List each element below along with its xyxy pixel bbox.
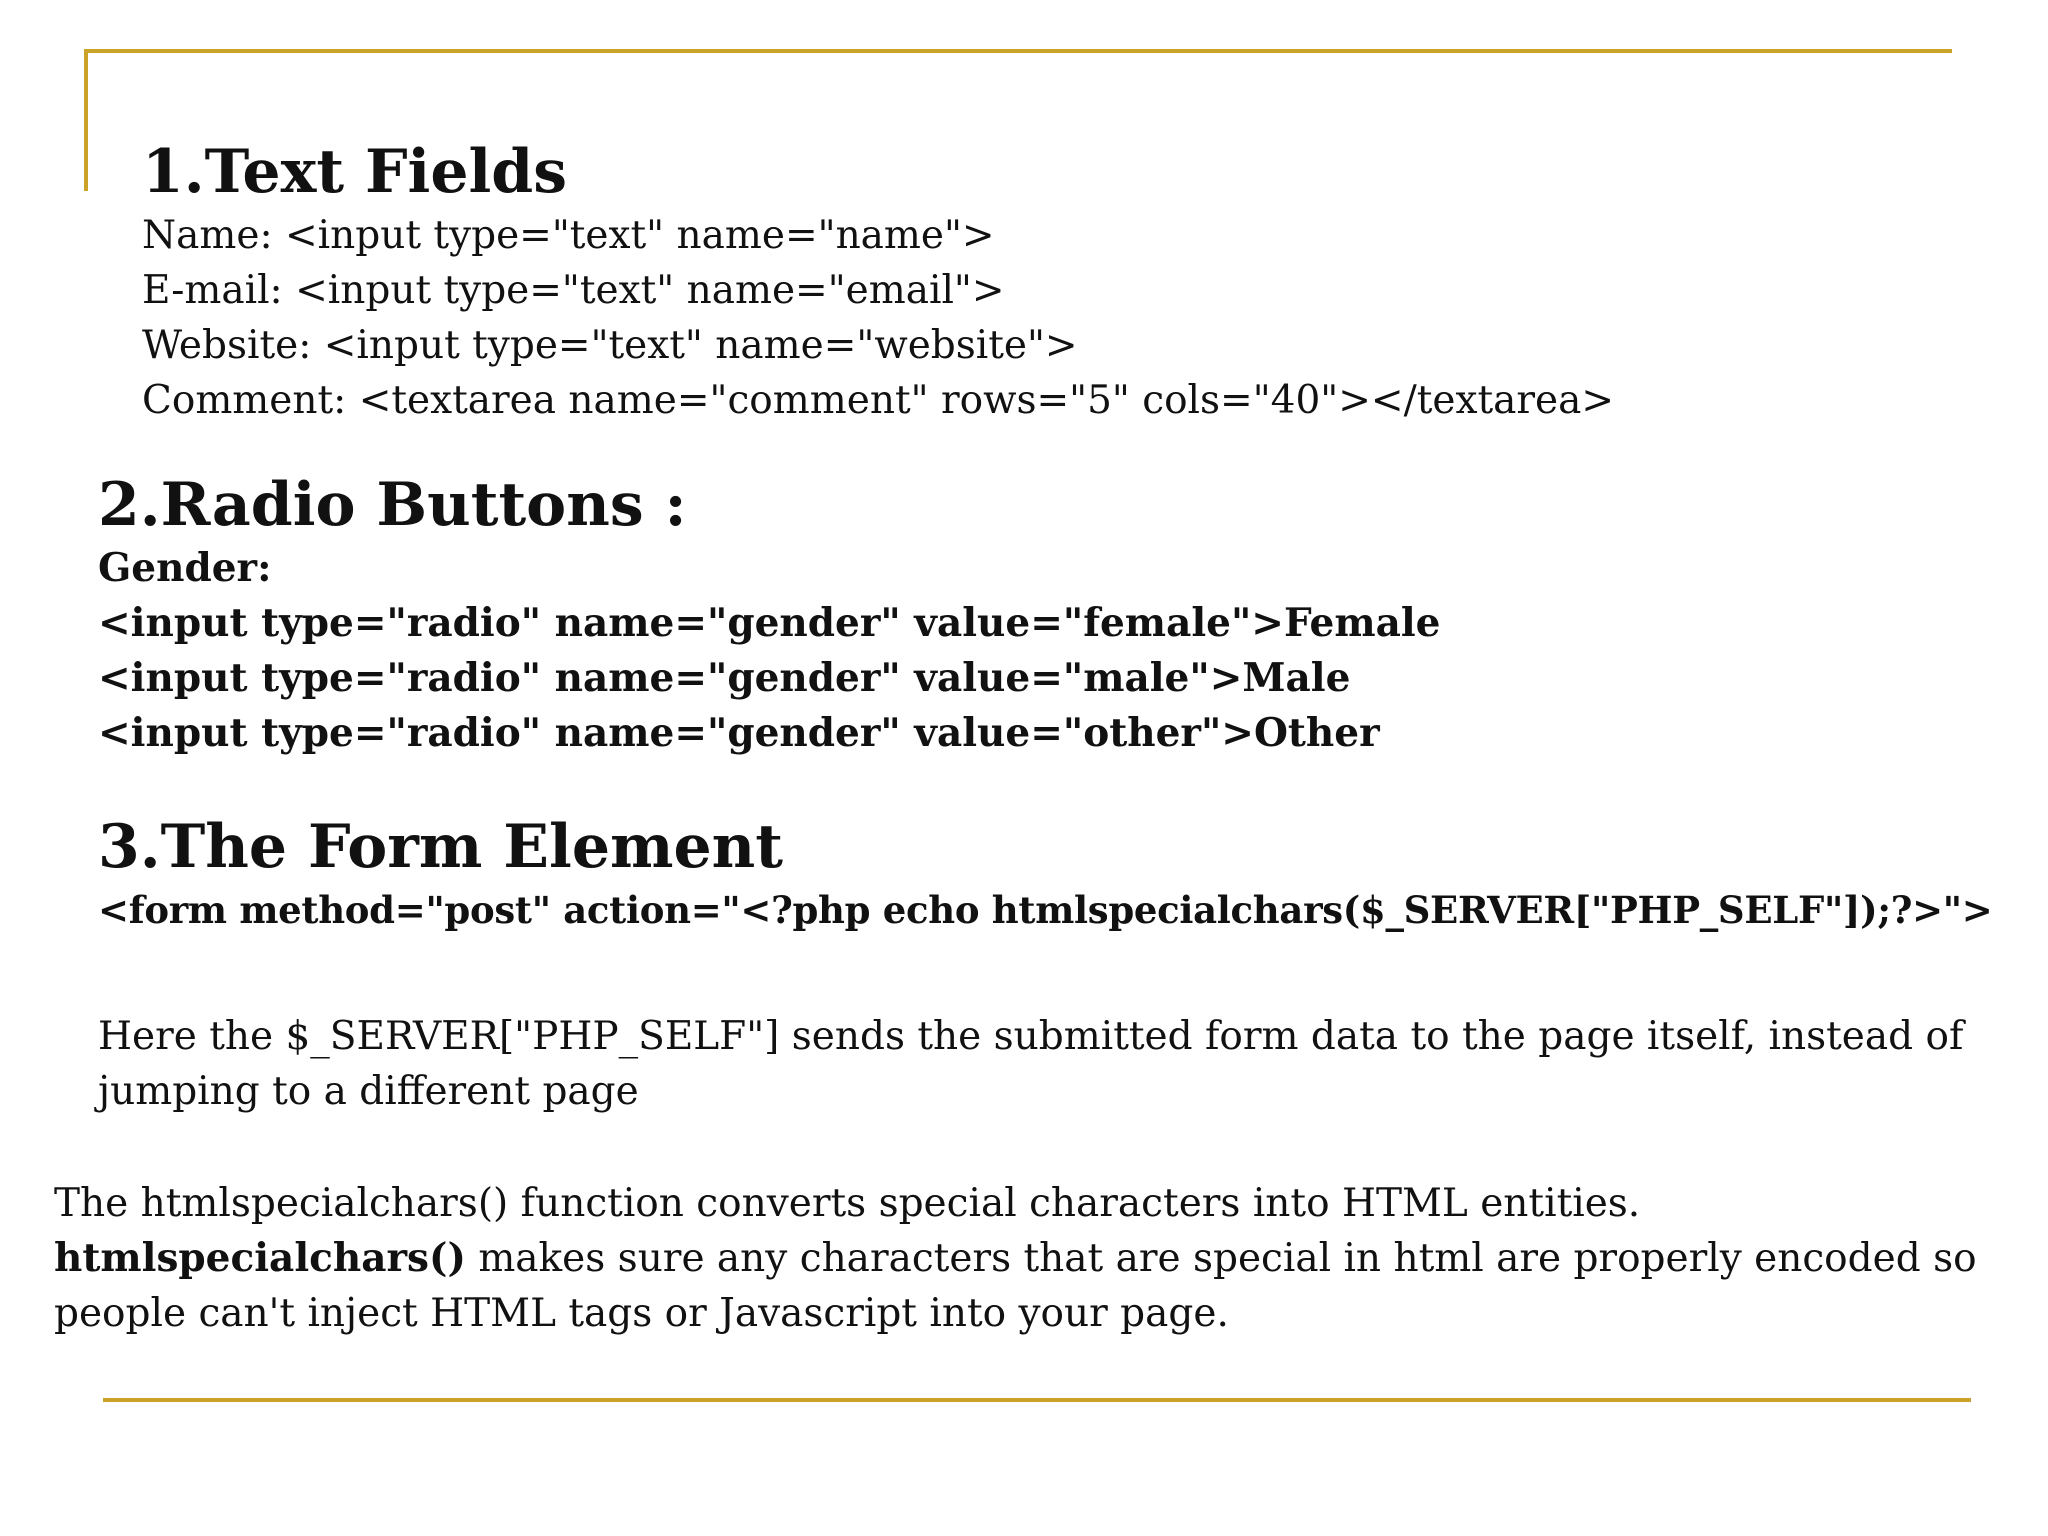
section-heading: 1.Text Fields xyxy=(142,137,568,207)
section-text-fields xyxy=(142,136,1842,428)
code-line: Gender: xyxy=(98,545,272,591)
code-line: <input type="radio" name="gender" value="other">Other xyxy=(98,710,1380,756)
code-line: Website: <input type="text" name="website"> xyxy=(142,323,1078,368)
bold-term: htmlspecialchars() xyxy=(54,1235,466,1281)
bottom-rule xyxy=(103,1398,1971,1402)
section-radio-buttons xyxy=(98,469,1898,761)
code-line: Comment: <textarea name="comment" rows="5" cols="40"></textarea> xyxy=(142,378,1615,423)
top-rule xyxy=(84,49,1952,53)
php-self-note xyxy=(98,1009,1978,1119)
note-text: Here the $_SERVER["PHP_SELF"] sends the submitted form data to the page itself, instead of jumping to a different page xyxy=(98,1014,1964,1114)
code-line: <input type="radio" name="gender" value="female">Female xyxy=(98,600,1441,646)
section-heading: 3.The Form Element xyxy=(98,812,783,882)
code-line: E-mail: <input type="text" name="email"> xyxy=(142,268,1005,313)
htmlspecialchars-note xyxy=(54,1176,1984,1341)
code-line: Name: <input type="text" name="name"> xyxy=(142,213,995,258)
section-form-element xyxy=(98,811,2028,938)
note-rest: makes sure any characters that are special in html are properly encoded so people can't inject HTML tags or Javascript into your page. xyxy=(54,1236,1977,1336)
note-paragraph xyxy=(54,1231,1984,1341)
section-heading: 2.Radio Buttons : xyxy=(98,470,687,540)
note-line: The htmlspecialchars() function converts special characters into HTML entities. xyxy=(54,1181,1641,1226)
code-line: <form method="post" action="<?php echo htmlspecialchars($_SERVER["PHP_SELF"]);?>"> xyxy=(98,888,1993,932)
code-line: <input type="radio" name="gender" value="male">Male xyxy=(98,655,1351,701)
left-rule xyxy=(84,49,88,191)
